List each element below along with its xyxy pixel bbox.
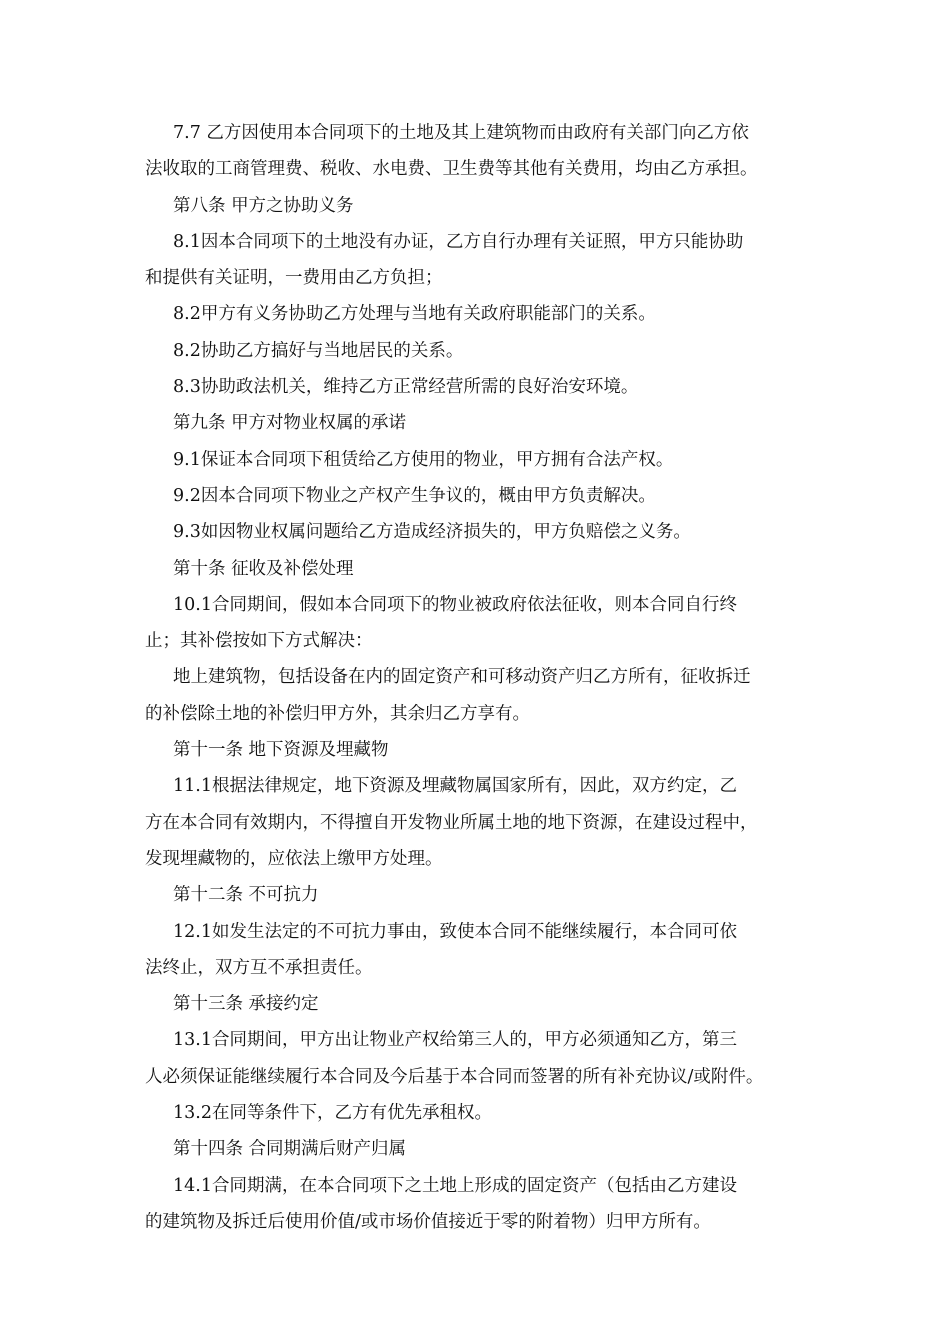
document-line: 第十条 征收及补偿处理 — [173, 558, 354, 579]
document-line: 法收取的工商管理费、税收、水电费、卫生费等其他有关费用，均由乙方承担。 — [145, 159, 758, 180]
document-line: 法终止，双方互不承担责任。 — [145, 957, 373, 978]
document-line: 9.1保证本合同项下租赁给乙方使用的物业，甲方拥有合法产权。 — [173, 449, 674, 470]
document-line: 7.7 乙方因使用本合同项下的土地及其上建筑物而由政府有关部门向乙方依 — [173, 123, 749, 143]
document-line: 第九条 甲方对物业权属的承诺 — [173, 413, 407, 434]
document-line: 10.1合同期间，假如本合同项下的物业被政府依法征收，则本合同自行终 — [173, 594, 737, 615]
document-line: 的补偿除土地的补偿归甲方外，其余归乙方享有。 — [145, 703, 530, 724]
document-line: 第八条 甲方之协助义务 — [173, 195, 354, 216]
document-line: 地上建筑物，包括设备在内的固定资产和可移动资产归乙方所有，征收拆迁 — [173, 667, 751, 688]
document-line: 8.2甲方有义务协助乙方处理与当地有关政府职能部门的关系。 — [173, 304, 656, 325]
document-line: 止；其补偿按如下方式解决： — [145, 631, 373, 652]
document-line: 人必须保证能继续履行本合同及今后基于本合同而签署的所有补充协议/或附件。 — [145, 1066, 764, 1087]
document-line: 14.1合同期满，在本合同项下之土地上形成的固定资产（包括由乙方建设 — [173, 1175, 737, 1196]
document-line: 的建筑物及拆迁后使用价值/或市场价值接近于零的附着物）归甲方所有。 — [145, 1211, 711, 1232]
document-line: 9.3如因物业权属问题给乙方造成经济损失的，甲方负赔偿之义务。 — [173, 522, 691, 543]
document-line: 12.1如发生法定的不可抗力事由，致使本合同不能继续履行，本合同可依 — [173, 921, 737, 942]
document-line: 8.2协助乙方搞好与当地居民的关系。 — [173, 340, 464, 361]
document-line: 13.1合同期间，甲方出让物业产权给第三人的，甲方必须通知乙方，第三 — [173, 1030, 737, 1051]
document-line: 11.1根据法律规定，地下资源及埋藏物属国家所有，因此，双方约定，乙 — [173, 776, 737, 797]
document-line: 第十二条 不可抗力 — [173, 885, 319, 906]
document-line: 第十三条 承接约定 — [173, 994, 319, 1015]
document-line: 和提供有关证明，一费用由乙方负担； — [145, 268, 443, 289]
document-line: 方在本合同有效期内，不得擅自开发物业所属土地的地下资源，在建设过程中， — [145, 812, 758, 833]
document-line: 13.2在同等条件下，乙方有优先承租权。 — [173, 1103, 492, 1124]
document-body — [145, 115, 815, 1240]
document-line: 第十四条 合同期满后财产归属 — [173, 1139, 407, 1160]
document-line: 第十一条 地下资源及埋藏物 — [173, 740, 389, 761]
document-line: 9.2因本合同项下物业之产权产生争议的，概由甲方负责解决。 — [173, 485, 656, 506]
document-line: 发现埋藏物的，应依法上缴甲方处理。 — [145, 848, 443, 869]
document-line: 8.3协助政法机关，维持乙方正常经营所需的良好治安环境。 — [173, 377, 639, 398]
document-line: 8.1因本合同项下的土地没有办证，乙方自行办理有关证照，甲方只能协助 — [173, 231, 744, 252]
